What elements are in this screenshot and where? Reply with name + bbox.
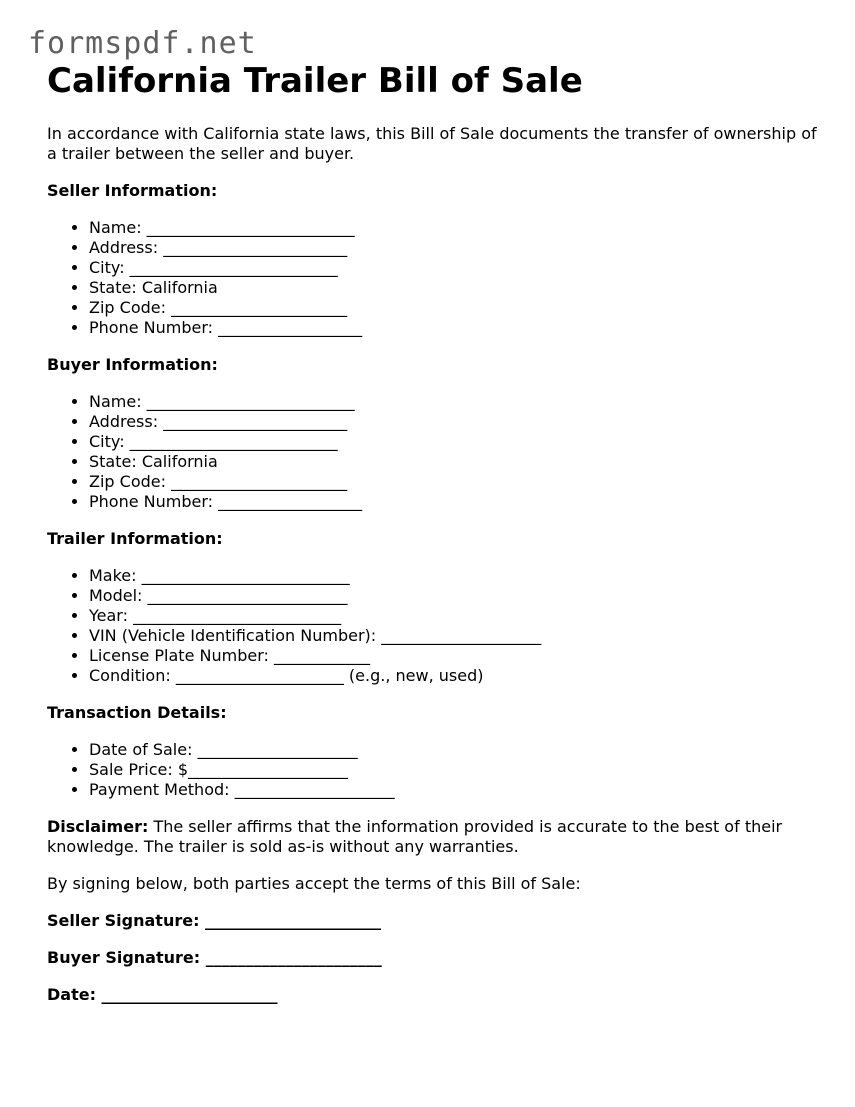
intro-paragraph: In accordance with California state laws, this Bill of Sale documents the transfer of ownership of a trailer between the seller and buyer. bbox=[47, 124, 817, 163]
payment-method-field[interactable]: • Payment Method: ____________________ bbox=[89, 780, 817, 800]
buyer-city-field[interactable]: • City: __________________________ bbox=[89, 432, 817, 452]
seller-phone-field[interactable]: • Phone Number: __________________ bbox=[89, 318, 817, 338]
trailer-make-field[interactable]: • Make: __________________________ bbox=[89, 566, 817, 586]
buyer-name-field[interactable]: • Name: __________________________ bbox=[89, 392, 817, 412]
document-title: California Trailer Bill of Sale bbox=[47, 61, 583, 101]
watermark-logo: formspdf.net bbox=[28, 26, 257, 61]
buyer-zip-field[interactable]: • Zip Code: ______________________ bbox=[89, 472, 817, 492]
seller-signature-field[interactable]: Seller Signature: ______________________ bbox=[47, 911, 382, 930]
document-body bbox=[47, 60, 817, 1005]
trailer-model-field[interactable]: • Model: _________________________ bbox=[89, 586, 817, 606]
transaction-section-heading: Transaction Details: bbox=[47, 703, 227, 722]
buyer-address-field[interactable]: • Address: _______________________ bbox=[89, 412, 817, 432]
disclaimer-label: Disclaimer: bbox=[47, 817, 149, 836]
trailer-plate-field[interactable]: • License Plate Number: ____________ bbox=[89, 646, 817, 666]
trailer-vin-field[interactable]: • VIN (Vehicle Identification Number): ____________________ bbox=[89, 626, 817, 646]
transaction-info-list bbox=[47, 740, 817, 800]
buyer-phone-field[interactable]: • Phone Number: __________________ bbox=[89, 492, 817, 512]
buyer-signature-field[interactable]: Buyer Signature: ______________________ bbox=[47, 948, 382, 967]
buyer-info-list bbox=[47, 392, 817, 512]
disclaimer-paragraph bbox=[47, 817, 817, 857]
trailer-info-list bbox=[47, 566, 817, 686]
seller-state-field: • State: California bbox=[89, 278, 817, 298]
trailer-year-field[interactable]: • Year: __________________________ bbox=[89, 606, 817, 626]
seller-section-heading: Seller Information: bbox=[47, 181, 218, 200]
seller-info-list bbox=[47, 218, 817, 338]
sale-price-field[interactable]: • Sale Price: $____________________ bbox=[89, 760, 817, 780]
seller-address-field[interactable]: • Address: _______________________ bbox=[89, 238, 817, 258]
seller-zip-field[interactable]: • Zip Code: ______________________ bbox=[89, 298, 817, 318]
seller-name-field[interactable]: • Name: __________________________ bbox=[89, 218, 817, 238]
seller-city-field[interactable]: • City: __________________________ bbox=[89, 258, 817, 278]
signature-date-field[interactable]: Date: ______________________ bbox=[47, 985, 278, 1004]
sale-date-field[interactable]: • Date of Sale: ____________________ bbox=[89, 740, 817, 760]
trailer-section-heading: Trailer Information: bbox=[47, 529, 223, 548]
signing-statement: By signing below, both parties accept the terms of this Bill of Sale: bbox=[47, 874, 581, 893]
disclaimer-text: The seller affirms that the information provided is accurate to the best of their knowledge. The trailer is sold as-is without any warranties. bbox=[47, 817, 783, 856]
trailer-condition-field[interactable]: • Condition: _____________________ (e.g., new, used) bbox=[89, 666, 817, 686]
buyer-state-field: • State: California bbox=[89, 452, 817, 472]
buyer-section-heading: Buyer Information: bbox=[47, 355, 218, 374]
